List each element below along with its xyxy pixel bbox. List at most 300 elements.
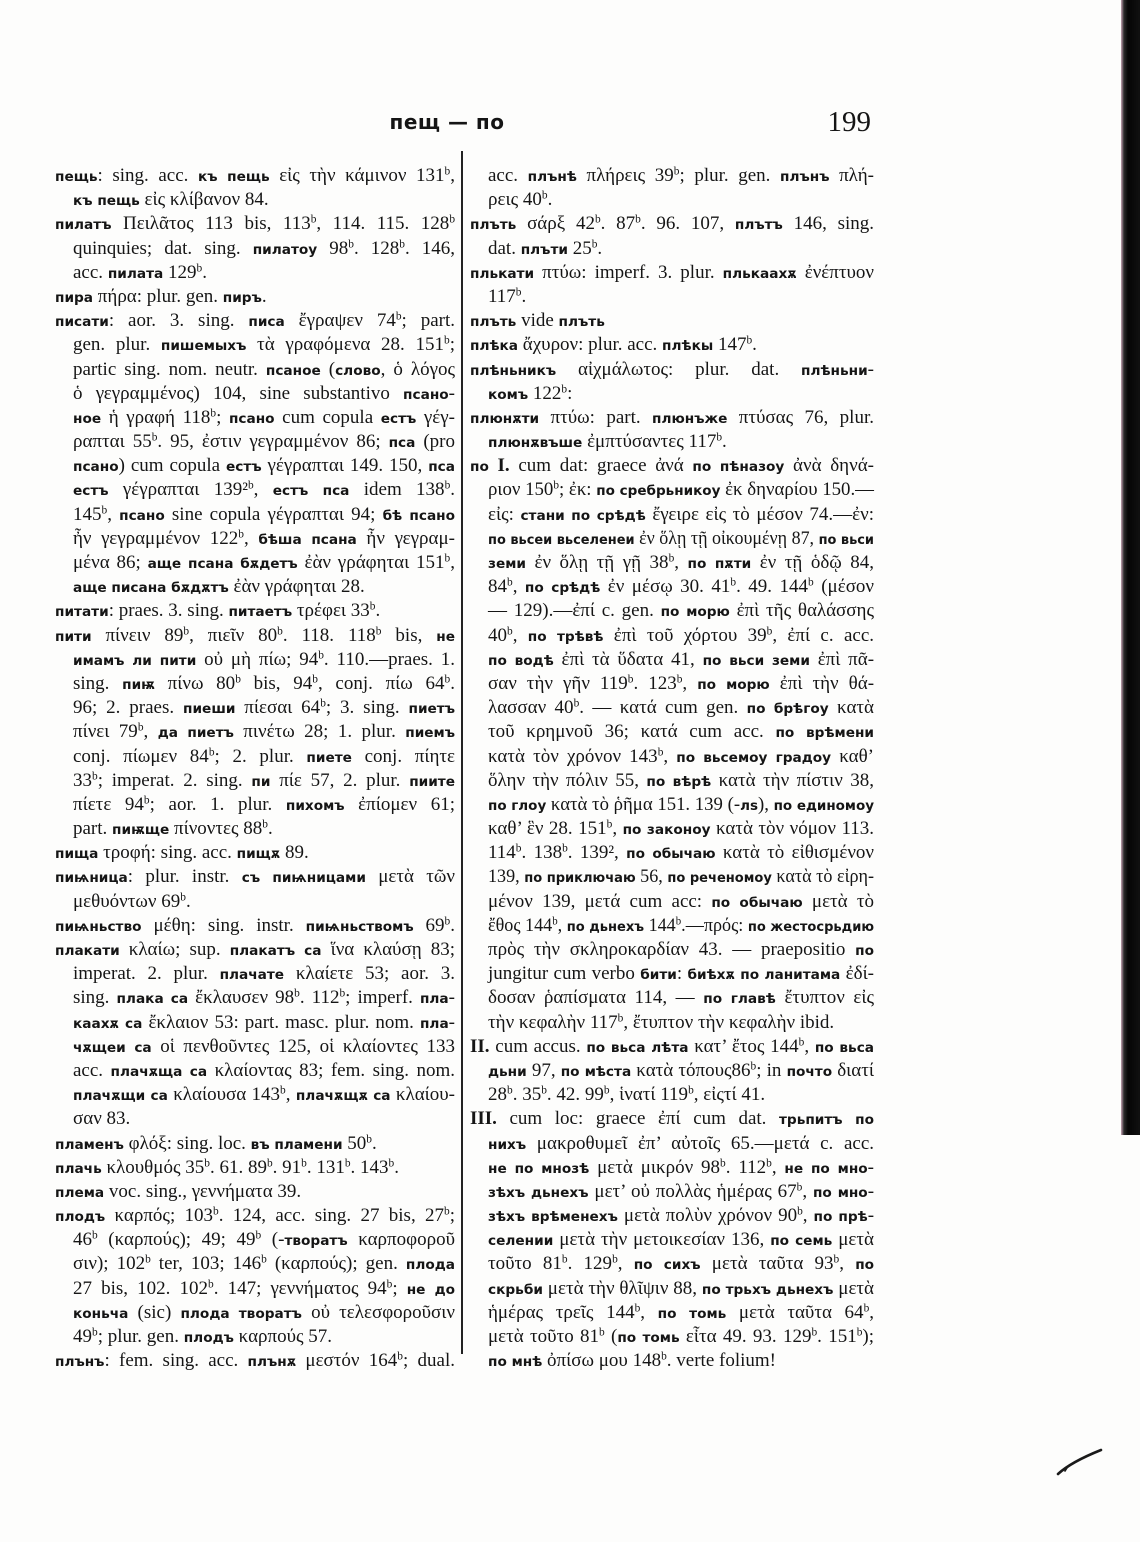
entry-line	[73, 358, 455, 382]
verso-mark: b	[210, 407, 217, 420]
verso-mark: b	[247, 480, 254, 493]
dictionary-entry	[55, 599, 455, 623]
slavonic-word: по	[855, 1257, 875, 1274]
line-text: ρεις 40$^b$.	[488, 189, 553, 211]
slavonic-word: плькати	[470, 265, 535, 282]
line-text: каахѫ са ἔκλαιον 53: part. masc. plur. nom. пла-	[73, 1011, 455, 1033]
line-text: плюнѫвъше ἐμπτύσαντες 117$^b$.	[488, 431, 727, 453]
verso-mark: b	[507, 576, 513, 589]
verso-mark: b	[320, 697, 326, 710]
left-column	[55, 164, 455, 1373]
slavonic-word: плема	[55, 1184, 105, 1201]
verso-mark: b	[261, 1254, 267, 1267]
verso-mark: b	[208, 746, 215, 759]
slavonic-word: пилатъ	[55, 217, 112, 234]
entry-line	[488, 164, 874, 188]
verso-mark: b	[137, 722, 144, 735]
slavonic-word: обычаю	[739, 894, 803, 911]
verso-mark: b	[235, 673, 241, 686]
running-head: пещ — по	[389, 110, 505, 134]
slavonic-word: бѣ	[382, 507, 403, 524]
verso-mark: b	[766, 1157, 772, 1170]
entry-line	[488, 237, 874, 261]
slavonic-word: писана	[111, 580, 167, 597]
line-text: по вьсеи вьселенеи ἐν ὅλῃ τῇ οἰκουμένῃ 87, по вьси	[488, 527, 874, 549]
entry-line	[73, 648, 455, 672]
slavonic-word: въ	[250, 1136, 270, 1153]
slavonic-word: пилата	[107, 265, 164, 282]
entry-line	[73, 406, 455, 430]
slavonic-word: по	[571, 507, 591, 524]
slavonic-word: по	[566, 918, 585, 935]
slavonic-word: коньча	[73, 1305, 129, 1322]
slavonic-word: мно	[837, 1160, 868, 1177]
verso-mark: b	[238, 528, 244, 541]
slavonic-word: по	[687, 556, 707, 572]
dictionary-entry	[470, 454, 874, 1035]
slavonic-word: съ	[241, 870, 261, 887]
slavonic-word: по	[560, 1063, 580, 1080]
verso-mark: b	[294, 988, 300, 1001]
slavonic-word: вьсемоу	[703, 749, 768, 766]
slavonic-word: са	[150, 1088, 168, 1105]
line-text: πίετε 94$^b$; aor. 1. plur. пихомъ ἐπίομεν 61;	[73, 793, 456, 815]
verso-mark: b	[673, 165, 680, 178]
slavonic-word: по	[657, 1305, 677, 1322]
entry-line	[73, 575, 455, 599]
verso-mark: b	[395, 310, 402, 323]
entry-headline	[55, 1132, 455, 1156]
slavonic-word: трьхъ	[725, 1281, 772, 1298]
entry-line	[488, 986, 874, 1010]
entry-headline	[55, 212, 455, 236]
entry-line	[73, 478, 455, 502]
line-text: плѣньникъ αἰχμάλωτος: plur. dat. плѣньни-	[470, 358, 874, 380]
slavonic-word: псано	[119, 507, 165, 524]
line-text: псано) cum copula естъ γέγραπται 149. 150, пса	[73, 455, 455, 477]
line-text: ἔθος 144$^b$, по дьнехъ 144$^b$.—πρός: по жестосрьдию	[488, 914, 874, 936]
verso-mark: b	[262, 818, 268, 831]
slavonic-word: прѣ	[838, 1209, 868, 1226]
verso-mark: b	[92, 1326, 98, 1339]
slavonic-word: плачѫщѫ	[295, 1088, 368, 1105]
slavonic-word: пла	[419, 1015, 449, 1032]
entry-line	[488, 551, 874, 575]
slavonic-word: мнозѣ	[541, 1160, 590, 1177]
verso-mark: b	[183, 625, 190, 638]
slavonic-word: по	[812, 1184, 832, 1201]
slavonic-word: плъть	[470, 217, 517, 234]
slavonic-word: пиеши	[183, 701, 236, 718]
slavonic-word: са	[373, 1088, 391, 1105]
entry-headline	[55, 164, 455, 188]
verso-mark: b	[634, 1302, 641, 1315]
slavonic-word: главѣ	[730, 991, 776, 1008]
slavonic-word: по	[626, 846, 645, 863]
verso-mark: b	[369, 601, 376, 614]
verso-mark: b	[196, 262, 203, 275]
slavonic-word: мно	[837, 1184, 868, 1201]
verso-mark: b	[366, 1133, 372, 1146]
slavonic-word: по	[747, 918, 766, 935]
verso-mark: b	[444, 673, 451, 686]
entry-line	[73, 1301, 455, 1325]
slavonic-word: земи	[771, 652, 810, 669]
entry-line	[73, 188, 455, 212]
slavonic-word: срѣдѣ	[551, 580, 601, 597]
verso-mark: b	[720, 1157, 726, 1170]
slavonic-word: плакатъ	[229, 943, 296, 959]
line-text: σαν τὴν γῆν 119$^b$. 123$^b$, по морю ἐπὶ τὴν θά-	[488, 672, 875, 694]
verso-mark: b	[277, 625, 283, 638]
slavonic-word: вьси	[840, 531, 874, 548]
line-text: ὅλην τὴν πόλιν 55, по вѣрѣ κατὰ τὴν πίστιν 38,	[488, 769, 875, 791]
slavonic-word: по	[775, 725, 795, 742]
dictionary-entry	[55, 212, 455, 285]
line-text: плачь κλουθμός 35$^b$. 61. 89$^b$. 91$^b$. 131$^b$. 143$^b$.	[55, 1156, 399, 1178]
line-text: II. cum accus. по вьса лѣта κατ’ ἔτος 144$^b$, по вьса	[470, 1035, 875, 1057]
slavonic-word: по	[633, 1257, 653, 1274]
slavonic-word: естъ	[272, 483, 309, 500]
section-numeral: I.	[497, 455, 510, 477]
slavonic-word: псано	[403, 386, 449, 403]
slavonic-word: бѫдетъ	[240, 556, 298, 572]
entry-headline	[470, 212, 874, 236]
line-text: зѣхъ дьнехъ μετ’ οὐ πολλὰς ἡμέρας 67$^b$, по мно-	[488, 1180, 875, 1202]
slavonic-word: псано	[228, 410, 275, 427]
entry-line	[488, 599, 874, 623]
slavonic-word: плѣньникъ	[470, 362, 557, 379]
slavonic-word: пса	[428, 459, 455, 476]
slavonic-word: по	[810, 1160, 830, 1177]
slavonic-word: срѣдѣ	[596, 507, 646, 524]
verso-mark: b	[688, 1084, 694, 1097]
line-text: acc. плачѫща са κλαίοντας 83; fem. sing. nom.	[73, 1059, 456, 1081]
entry-headline	[470, 261, 874, 285]
slavonic-word: ланитама	[764, 967, 841, 984]
slavonic-word: каахѫ	[73, 1015, 119, 1032]
slavonic-word: пиите	[409, 773, 455, 790]
entry-line	[73, 1083, 455, 1107]
slavonic-word: псаное	[265, 362, 321, 379]
entry-headline	[470, 1107, 874, 1131]
entry-line	[488, 1083, 874, 1107]
entry-headline	[55, 865, 455, 889]
entry-line	[73, 261, 455, 285]
entry-line	[488, 1180, 874, 1204]
slavonic-word: вѣрѣ	[672, 773, 712, 790]
line-text: зѣхъ врѣменехъ μετὰ πολὺν χρόνον 90$^b$, по прѣ-	[488, 1205, 875, 1227]
dictionary-entry	[470, 212, 874, 260]
slavonic-word: пишемыхъ	[160, 338, 247, 355]
slavonic-word: пищѫ	[236, 846, 281, 863]
verso-mark: b	[339, 988, 346, 1001]
verso-mark: b	[561, 1254, 568, 1267]
slavonic-word: ли	[132, 652, 152, 669]
slavonic-word: нихъ	[488, 1136, 527, 1153]
slavonic-word: писа	[248, 314, 285, 331]
verso-mark: b	[591, 238, 598, 251]
verso-mark: b	[599, 1326, 605, 1339]
verso-mark: b	[375, 625, 382, 638]
slavonic-word: естъ	[380, 410, 417, 427]
entry-line	[488, 1228, 874, 1252]
slavonic-word: са	[170, 991, 189, 1008]
line-text: 145$^b$, псано sine copula γέγραπται 94; бѣ псано	[73, 503, 456, 525]
slavonic-word: пиѭ	[122, 676, 155, 693]
verso-mark: b	[553, 480, 559, 493]
slavonic-word: стани	[520, 507, 565, 524]
slavonic-word: пиѩньствомъ	[305, 918, 414, 935]
pen-mark	[1055, 1444, 1105, 1480]
slavonic-word: пламенъ	[55, 1136, 124, 1153]
line-text: ὁ γεγραμμένος) 104, sine substantivo псано-	[73, 382, 455, 404]
slavonic-word: вьса	[610, 1039, 646, 1056]
slavonic-word: по	[596, 483, 615, 500]
slavonic-word: по	[855, 1112, 874, 1129]
entry-line	[488, 769, 874, 793]
verso-mark: b	[750, 1060, 757, 1073]
dictionary-entry	[55, 914, 455, 938]
slavonic-word: по	[701, 1281, 721, 1298]
dictionary-entry	[55, 1132, 455, 1156]
slavonic-word: плънъ	[780, 169, 830, 185]
slavonic-word: аще	[73, 580, 107, 597]
slavonic-word: бѣша	[258, 531, 302, 548]
entry-line	[73, 1252, 455, 1276]
line-text: μετὰ τοῦτο 81$^b$ (по томь εἶτα 49. 93. 129$^b$. 151$^b$);	[488, 1326, 875, 1347]
slavonic-word: по	[697, 676, 717, 693]
line-text: dat. плъти 25$^b$.	[488, 237, 603, 259]
line-text: писати: aor. 3. sing. писа ἔγραψεν 74$^b$; part.	[55, 310, 455, 332]
slavonic-word: пиетъ	[408, 701, 455, 718]
line-text: пилатъ Πειλᾶτος 113 bis, 113$^b$, 114. 115. 128$^b$	[55, 213, 456, 235]
entry-headline	[55, 938, 455, 962]
entry-line	[488, 430, 874, 454]
dictionary-entry	[55, 1156, 455, 1180]
verso-mark: b	[833, 1254, 840, 1267]
line-text: 117$^b$.	[488, 285, 527, 307]
line-text: καθ’ ἓν 28. 151$^b$, по законоу κατὰ τὸν νόμον 113.	[488, 818, 875, 840]
slavonic-word: по	[711, 894, 731, 911]
verso-mark: b	[657, 746, 664, 759]
line-text: плакати κλαίω; sup. плакатъ са ἵνα κλαύσῃ 83;	[55, 939, 455, 960]
slavonic-word: по	[488, 1354, 507, 1371]
slavonic-word: пиѩницами	[272, 870, 366, 887]
slavonic-word: томь	[642, 1330, 680, 1346]
slavonic-word: плѣньни	[801, 362, 868, 379]
slavonic-word: имамъ	[73, 652, 125, 669]
slavonic-word: творатъ	[238, 1305, 302, 1322]
slavonic-word: врѣмени	[806, 725, 875, 742]
slavonic-word: аще	[147, 556, 182, 572]
slavonic-word: по	[740, 967, 760, 984]
slavonic-word: по	[676, 749, 696, 766]
line-text: имамъ ли пити οὐ μὴ πίω; 94$^b$. 110.—praes. 1.	[73, 648, 456, 670]
line-text: плодъ καρπός; 103$^b$. 124, acc. sing. 27 bis, 27$^b$;	[55, 1205, 455, 1227]
line-text: partic sing. nom. neutr. псаное (слово, ὁ λόγος	[73, 358, 455, 380]
slavonic-word: земи	[488, 556, 526, 572]
slavonic-word: градоу	[775, 749, 832, 766]
slavonic-word: плюнѫвъше	[488, 435, 583, 452]
slavonic-word: по	[527, 628, 547, 645]
line-text: плънъ: fem. sing. acc. плънѫ μεστόν 164$^b$; dual.	[55, 1350, 455, 1372]
slavonic-word: пиѩница	[55, 870, 128, 887]
entry-line	[73, 503, 455, 527]
entry-line	[488, 1301, 874, 1325]
entry-line	[488, 720, 874, 744]
verso-mark: b	[552, 915, 558, 928]
verso-mark: b	[507, 1084, 513, 1097]
line-text: не по мнозѣ μετὰ μικρόν 98$^b$. 112$^b$, не по мно-	[488, 1156, 874, 1178]
verso-mark: b	[675, 915, 682, 928]
slavonic-word: плода	[180, 1305, 230, 1322]
slavonic-word: бити	[640, 967, 677, 984]
dictionary-entry	[470, 1107, 874, 1373]
verso-mark: b	[668, 552, 675, 565]
verso-mark: b	[92, 1229, 98, 1242]
entry-line	[488, 865, 874, 889]
entry-line	[73, 672, 455, 696]
slavonic-word: творатъ	[284, 1233, 348, 1250]
entry-line	[488, 793, 874, 817]
slavonic-word: приключаю	[546, 870, 636, 887]
verso-mark: b	[515, 842, 522, 855]
dictionary-entry	[55, 841, 455, 865]
slavonic-word: плътъ	[734, 217, 783, 234]
verso-mark: b	[213, 1205, 219, 1218]
entry-line	[73, 237, 455, 261]
verso-mark: b	[145, 1254, 151, 1267]
entry-line	[488, 1325, 874, 1349]
slavonic-word: дьнехъ	[775, 1281, 834, 1298]
line-text: плѣка ἄχυρον: plur. acc. плѣкы 147$^b$.	[470, 334, 757, 356]
slavonic-word: не	[488, 1160, 507, 1177]
line-text: селении μετὰ τὴν μετοικεσίαν 136, по семь μετὰ	[488, 1229, 875, 1251]
line-text: μεθυόντων 69$^b$.	[73, 890, 191, 912]
slavonic-word: пилатоу	[252, 241, 318, 258]
slavonic-word: трьпитъ	[779, 1112, 843, 1129]
verso-mark: b	[515, 286, 522, 299]
slavonic-word: пи	[251, 773, 271, 790]
slavonic-word: по	[667, 870, 686, 887]
slavonic-word: пещь	[55, 169, 98, 185]
slavonic-word: вьса	[839, 1039, 875, 1056]
entry-headline	[470, 358, 874, 382]
slavonic-word: сребрьникоу	[619, 483, 721, 500]
slavonic-word: пещь	[97, 193, 140, 210]
line-text: 114$^b$. 138$^b$. 139², по обычаю κατὰ τὸ εἰθισμένον	[488, 842, 874, 864]
entry-headline	[470, 309, 874, 333]
entry-line	[73, 1011, 455, 1035]
entry-headline	[55, 1349, 455, 1373]
line-text: по мнѣ ὀπίσω μου 148$^b$. verte folium!	[488, 1350, 776, 1372]
dictionary-entry	[470, 261, 874, 309]
entry-line	[73, 1277, 455, 1301]
entry-line	[488, 1277, 874, 1301]
verso-mark: b	[573, 697, 580, 710]
slavonic-word: псана	[311, 531, 357, 548]
line-text: 96; 2. praes. пиеши πίεσαι 64$^b$; 3. sing. пиетъ	[73, 697, 455, 719]
slavonic-word: по	[818, 531, 837, 548]
entry-headline	[470, 454, 874, 478]
verso-mark: b	[444, 1205, 450, 1218]
slavonic-word: мнѣ	[511, 1354, 543, 1371]
verso-mark: b	[746, 335, 753, 348]
slavonic-word: са	[189, 1063, 208, 1080]
slavonic-word: дьнехъ	[531, 1184, 589, 1201]
slavonic-word: плькаахѫ	[722, 265, 797, 282]
slavonic-word: по	[703, 991, 723, 1008]
dictionary-entry	[55, 309, 455, 599]
entry-line	[488, 890, 874, 914]
slavonic-word: плънъ	[55, 1354, 105, 1371]
slavonic-word: по	[773, 797, 793, 814]
slavonic-word: бѫдѫтъ	[171, 580, 229, 597]
slavonic-word: по	[488, 531, 506, 548]
entry-line	[488, 527, 874, 551]
slavonic-word: пити	[55, 628, 92, 645]
slavonic-word: до	[434, 1281, 456, 1298]
verso-mark: b	[716, 431, 723, 444]
line-text: скрьби μετὰ τὴν θλῖψιν 88, по трьхъ дьнехъ μετὰ	[488, 1277, 875, 1299]
verso-mark: b	[280, 1084, 286, 1097]
verso-mark: b	[606, 818, 613, 831]
slavonic-word: почто	[786, 1063, 833, 1080]
line-text: питати: praes. 3. sing. питаетъ τρέφει 33$^b$.	[55, 600, 381, 622]
entry-line	[488, 1252, 874, 1276]
slavonic-word: трѣвѣ	[556, 628, 604, 645]
entry-line	[488, 672, 874, 696]
entry-line	[488, 1156, 874, 1180]
slavonic-word: по	[514, 1160, 534, 1177]
entry-headline	[55, 624, 455, 648]
entry-line	[73, 454, 455, 478]
entry-headline	[55, 1156, 455, 1180]
slavonic-word: по	[746, 701, 766, 718]
line-text: ἡμέρας τρεῖς 144$^b$, по томь μετὰ ταῦτα 64$^b$,	[488, 1301, 875, 1323]
slavonic-word: пса	[388, 435, 416, 452]
column-divider	[461, 151, 463, 1354]
line-text: part. пиѭще πίνοντες 88$^b$.	[73, 818, 273, 840]
slavonic-word: да	[157, 725, 178, 742]
verso-mark: b	[449, 214, 456, 227]
entry-line	[73, 333, 455, 357]
line-text: плачѫщи са κλαίουσα 143$^b$, плачѫщѫ са κλαίου-	[73, 1084, 455, 1106]
dictionary-entry	[470, 1035, 874, 1108]
entry-line	[73, 1107, 455, 1131]
dictionary-entry	[470, 333, 874, 357]
line-text: чѫщеи са οἱ πενθοῦντες 125, οἱ κλαίοντες 133	[73, 1035, 455, 1057]
slavonic-word: морю	[686, 604, 730, 621]
slavonic-word: естъ	[226, 459, 262, 476]
verso-mark: b	[635, 214, 641, 227]
slavonic-word: не	[784, 1160, 804, 1177]
verso-mark: b	[397, 1350, 403, 1363]
slavonic-word: лѕ	[740, 797, 758, 814]
line-text: σιν); 102$^b$ ter, 103; 146$^b$ (καρπούς); gen. плода	[73, 1253, 455, 1275]
entry-line	[488, 841, 874, 865]
slavonic-word: вьселенеи	[556, 531, 635, 548]
slavonic-word: псана	[188, 556, 234, 572]
slavonic-word: по	[622, 822, 642, 839]
entry-line	[488, 962, 874, 986]
entry-line	[73, 1059, 455, 1083]
slavonic-word: плънѫ	[247, 1354, 297, 1371]
verso-mark: b	[541, 189, 548, 202]
entry-line	[488, 285, 874, 309]
entry-line	[73, 527, 455, 551]
